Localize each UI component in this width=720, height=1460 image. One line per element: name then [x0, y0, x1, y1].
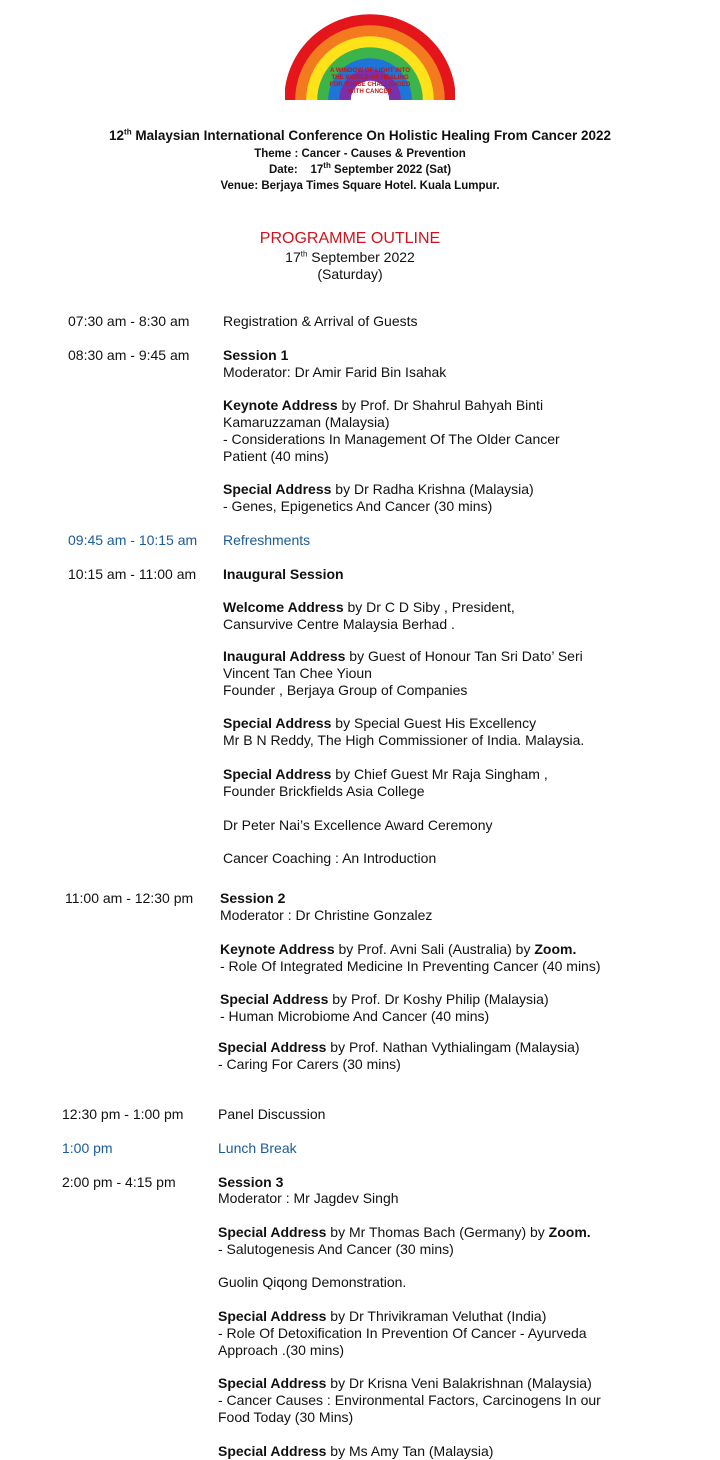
programme-line: - Cancer Causes : Environmental Factors, Carcinogens In our [218, 1392, 601, 1408]
time-slot: 09:45 am - 10:15 am [68, 532, 198, 548]
programme-line: Welcome Address by Dr C D Siby , President, [223, 599, 515, 615]
programme-day: (Saturday) [317, 266, 383, 282]
programme-line: - Role Of Detoxification In Prevention Of Cancer - Ayurveda [218, 1325, 587, 1341]
programme-line: Moderator : Dr Christine Gonzalez [220, 907, 433, 923]
break-line: Lunch Break [218, 1140, 297, 1156]
time-slot: 1:00 pm [62, 1140, 113, 1156]
session-heading: Session 3 [218, 1174, 284, 1190]
programme-line: Dr Peter Nai’s Excellence Award Ceremony [223, 817, 493, 833]
programme-line: Special Address by Prof. Dr Koshy Philip (Malaysia) [220, 991, 549, 1007]
programme-line: Patient (40 mins) [223, 448, 329, 464]
programme-line: Special Address by Special Guest His Excellency [223, 715, 537, 731]
conference-venue: Venue: Berjaya Times Square Hotel. Kuala Lumpur. [220, 180, 500, 192]
programme-line: - Salutogenesis And Cancer (30 mins) [218, 1241, 454, 1257]
programme-line: - Genes, Epigenetics And Cancer (30 mins) [223, 498, 493, 514]
logo-text-line-4: WITH CANCER [348, 88, 392, 95]
programme-line: Keynote Address by Prof. Dr Shahrul Bahyah Binti [223, 397, 544, 413]
logo-text-line-1: A WINDOW OF LIGHT INTO [329, 67, 411, 74]
session-heading: Session 1 [223, 347, 289, 363]
programme-line: Keynote Address by Prof. Avni Sali (Australia) by Zoom. [220, 941, 577, 957]
programme-line: Special Address by Chief Guest Mr Raja Singham , [223, 766, 548, 782]
programme-line: Approach .(30 mins) [218, 1342, 345, 1358]
logo-text-line-2: THE WORLD OF HEALING [331, 74, 409, 81]
programme-line: Guolin Qiqong Demonstration. [218, 1274, 407, 1290]
programme-line: - Considerations In Management Of The Older Cancer [223, 431, 560, 447]
programme-line: Special Address by Ms Amy Tan (Malaysia) [218, 1443, 494, 1459]
time-slot: 08:30 am - 9:45 am [68, 347, 190, 363]
programme-line: Registration & Arrival of Guests [223, 313, 418, 329]
programme-line: Special Address by Prof. Nathan Vythialingam (Malaysia) [218, 1039, 580, 1055]
break-line: Refreshments [223, 532, 311, 548]
programme-line: Inaugural Address by Guest of Honour Tan Sri Dato’ Seri [223, 648, 583, 664]
programme-line: Special Address by Dr Thrivikraman Veluthat (India) [218, 1308, 547, 1324]
programme-line: - Human Microbiome And Cancer (40 mins) [220, 1008, 490, 1024]
programme-line: - Caring For Carers (30 mins) [218, 1056, 401, 1072]
time-slot: 07:30 am - 8:30 am [68, 313, 190, 329]
programme-line: - Role Of Integrated Medicine In Preventing Cancer (40 mins) [220, 958, 601, 974]
conference-date: Date: 17th September 2022 (Sat) [268, 161, 452, 176]
programme-date: 17th September 2022 [285, 249, 415, 265]
time-slot: 10:15 am - 11:00 am [68, 566, 197, 582]
logo-text-line-3: FOR THOSE CHALLENGED [329, 81, 411, 88]
conference-theme: Theme : Cancer - Causes & Prevention [254, 148, 466, 160]
programme-line: Cansurvive Centre Malaysia Berhad . [223, 616, 455, 632]
programme-line: Special Address by Dr Radha Krishna (Malaysia) [223, 481, 534, 497]
time-slot: 12:30 pm - 1:00 pm [62, 1106, 184, 1122]
programme-line: Vincent Tan Chee Yioun [223, 665, 372, 681]
programme-line: Founder , Berjaya Group of Companies [223, 682, 468, 698]
session-heading: Inaugural Session [223, 566, 344, 582]
time-slot: 2:00 pm - 4:15 pm [62, 1174, 176, 1190]
conference-title: 12th Malaysian International Conference On Holistic Healing From Cancer 2022 [109, 127, 611, 143]
rainbow-icon [285, 4, 455, 104]
programme-line: Moderator: Dr Amir Farid Bin Isahak [223, 364, 447, 380]
programme-line: Special Address by Mr Thomas Bach (Germany) by Zoom. [218, 1224, 591, 1240]
programme-outline-title: PROGRAMME OUTLINE [259, 230, 441, 247]
programme-line: Cancer Coaching : An Introduction [223, 850, 437, 866]
programme-line: Food Today (30 Mins) [218, 1409, 354, 1425]
rainbow-logo [285, 4, 455, 104]
programme-line: Mr B N Reddy, The High Commissioner of India. Malaysia. [223, 732, 585, 748]
programme-line: Special Address by Dr Krisna Veni Balakrishnan (Malaysia) [218, 1375, 592, 1391]
programme-line: Founder Brickfields Asia College [223, 783, 425, 799]
programme-line: Kamaruzzaman (Malaysia) [223, 414, 390, 430]
programme-line: Moderator : Mr Jagdev Singh [218, 1190, 399, 1206]
session-heading: Session 2 [220, 890, 286, 906]
programme-line: Panel Discussion [218, 1106, 326, 1122]
time-slot: 11:00 am - 12:30 pm [65, 890, 194, 906]
